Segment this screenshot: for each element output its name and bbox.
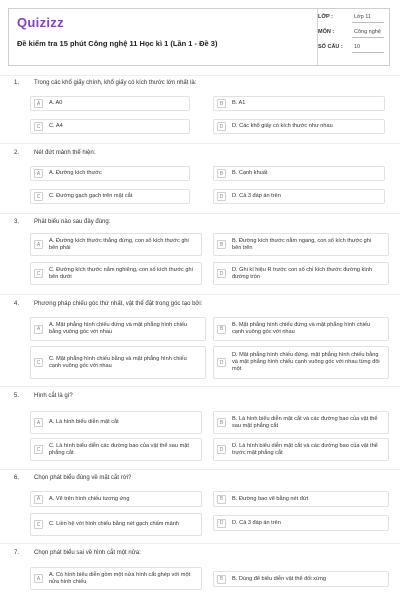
option-text: C. A4 <box>49 123 63 129</box>
option-letter-box: C <box>34 445 43 454</box>
option-text: B. Đường kích thước nằm ngang, con số kích thước ghi bên trên <box>232 237 372 251</box>
option-text: D. Cả 3 đáp án trên <box>232 193 281 199</box>
meta-count-value: 10 <box>354 44 361 50</box>
meta-subject-label: MÔN : <box>318 29 335 35</box>
option-letter-box: D <box>217 519 226 528</box>
option-text: A. Có hình biểu diễn gồm một nửa hình cắt ghép với một nửa hình chiếu <box>49 571 191 585</box>
option-letter-box: D <box>217 192 226 201</box>
option-text: D. Là hình biểu diễn mặt cắt và các đường bao của vật thể trước mặt phẳng cắt <box>232 442 378 456</box>
option-text: D. Các khổ giấy có kích thước như nhau <box>232 123 333 129</box>
meta-count-label: SỐ CÂU : <box>318 44 343 50</box>
answer-option-c[interactable] <box>30 189 190 204</box>
answer-option-c[interactable] <box>30 119 190 134</box>
option-letter-box: D <box>217 358 226 367</box>
answer-option-b[interactable] <box>213 96 385 111</box>
option-letter-box: C <box>34 122 43 131</box>
question-number: 3. <box>14 219 20 225</box>
option-text: A. Mặt phẳng hình chiếu đứng và mặt phẳng hình chiếu bằng vuông góc với nhau <box>49 322 188 335</box>
answer-option-a[interactable] <box>30 96 190 111</box>
answer-option-c[interactable] <box>30 346 206 379</box>
option-letter-box: A <box>34 418 43 427</box>
meta-underline <box>352 52 384 53</box>
option-text: A. Đường kích thước thẳng đứng, con số kích thước ghi bên phải <box>49 237 189 251</box>
option-letter-box: B <box>217 240 226 249</box>
option-text: A. Đường kích thước <box>49 170 102 176</box>
option-text: D. Mặt phẳng hình chiếu đứng, mặt phẳng hình chiếu bằng và mặt phẳng hình chiếu cạnh vuông góc với nhau từng đôi một <box>232 352 380 372</box>
option-letter-box: A <box>34 574 43 583</box>
answer-option-d[interactable] <box>213 515 389 531</box>
divider <box>0 543 400 544</box>
answer-option-c[interactable] <box>30 262 202 285</box>
option-letter-box: A <box>34 325 43 334</box>
question-text: Phương pháp chiếu góc thứ nhất, vật thể đặt trong góc tạo bởi: <box>34 301 203 307</box>
divider <box>0 386 400 387</box>
option-text: C. Mặt phẳng hình chiếu bằng và mặt phẳng hình chiếu cạnh vuông góc với nhau <box>49 355 187 369</box>
option-letter-box: B <box>217 169 226 178</box>
answer-option-a[interactable] <box>30 567 202 590</box>
answer-option-b[interactable] <box>213 166 385 181</box>
answer-option-a[interactable] <box>30 166 190 181</box>
option-letter-box: C <box>34 520 43 529</box>
meta-subject-value: Công nghệ <box>354 29 381 35</box>
question-text: Hình cắt là gì? <box>34 393 73 399</box>
question-number: 4. <box>14 301 20 307</box>
answer-option-a[interactable] <box>30 233 202 256</box>
question-number: 2. <box>14 150 20 156</box>
option-text: D. Cả 3 đáp án trên <box>232 519 281 526</box>
option-letter-box: B <box>217 325 226 334</box>
worksheet-title: Đề kiểm tra 15 phút Công nghệ 11 Học kì 1 (Lần 1 - Đề 3) <box>17 39 218 48</box>
divider <box>0 294 400 295</box>
option-text: D. Ghi kí hiệu R trước con số chỉ kích thước đường kính đường tròn <box>232 266 373 280</box>
option-text: C. Liền hệ với hình chiếu bằng nét gạch chấm mảnh <box>49 521 179 527</box>
answer-option-a[interactable] <box>30 491 202 507</box>
answer-option-b[interactable] <box>213 317 389 341</box>
option-letter-box: A <box>34 169 43 178</box>
option-text: B. Là hình biểu diễn mặt cắt và các đường bao của vật thể sau mặt phẳng cắt <box>232 415 378 429</box>
option-letter-box: C <box>34 269 43 278</box>
question-text: Chọn phát biểu đúng về mặt cắt rời? <box>34 475 132 481</box>
divider <box>0 213 400 214</box>
option-text: B. Dùng để biểu diễn vật thể đối xứng <box>232 575 326 582</box>
answer-option-d[interactable] <box>213 346 389 379</box>
divider <box>0 143 400 144</box>
option-letter-box: B <box>217 418 226 427</box>
option-letter-box: A <box>34 99 43 108</box>
divider <box>0 469 400 470</box>
answer-option-b[interactable] <box>213 233 389 256</box>
option-text: A. Vẽ trên hình chiếu tương ứng <box>49 495 130 502</box>
answer-option-d[interactable] <box>213 189 385 204</box>
option-text: B. Đường bao vẽ bằng nét đứt <box>232 495 309 502</box>
meta-class-label: LỚP : <box>318 14 333 20</box>
quizizz-logo: Quizizz <box>17 15 64 30</box>
question-text: Nét đứt mảnh thể hiện: <box>34 150 96 156</box>
answer-option-b[interactable] <box>213 571 389 587</box>
option-letter-box: B <box>217 495 226 504</box>
question-number: 1. <box>14 80 20 86</box>
option-text: B. A1 <box>232 100 246 106</box>
option-letter-box: D <box>217 445 226 454</box>
option-text: A. Là hình biểu diễn mặt cắt <box>49 419 119 425</box>
question-number: 7. <box>14 550 20 556</box>
question-text: Trong các khổ giấy chính, khổ giấy có kích thước lớn nhất là: <box>34 80 197 86</box>
meta-underline <box>352 37 384 38</box>
option-letter-box: A <box>34 495 43 504</box>
question-number: 6. <box>14 475 20 481</box>
answer-option-d[interactable] <box>213 119 385 134</box>
answer-option-d[interactable] <box>213 438 389 461</box>
answer-option-a[interactable] <box>30 317 206 341</box>
option-letter-box: C <box>34 192 43 201</box>
meta-underline <box>352 22 384 23</box>
option-letter-box: D <box>217 269 226 278</box>
option-letter-box: B <box>217 575 226 584</box>
answer-option-c[interactable] <box>30 513 202 536</box>
option-letter-box: B <box>217 99 226 108</box>
option-text: B. Cạnh khuất <box>232 170 268 176</box>
divider <box>0 75 400 76</box>
option-text: A. A0 <box>49 100 63 106</box>
option-text: C. Đường kích thước nằm nghiêng, con số kích thước ghi bên dưới <box>49 266 193 280</box>
answer-option-b[interactable] <box>213 411 389 434</box>
question-text: Chọn phát biểu sai về hình cắt một nửa: <box>34 550 141 556</box>
meta-class-value: Lớp 11 <box>354 14 371 20</box>
option-text: C. Đường gạch gạch trên mặt cắt <box>49 193 133 199</box>
answer-option-a[interactable] <box>30 411 202 434</box>
answer-option-c[interactable] <box>30 438 202 461</box>
option-text: C. Là hình biểu diễn các đường bao của vật thể sau mặt phẳng cắt <box>49 442 189 456</box>
question-number: 5. <box>14 393 20 399</box>
option-text: B. Mặt phẳng hình chiếu đứng và mặt phẳng hình chiếu cạnh vuông góc với nhau <box>232 322 371 335</box>
answer-option-d[interactable] <box>213 262 389 285</box>
question-text: Phát biểu nào sau đây đúng: <box>34 219 111 225</box>
option-letter-box: D <box>217 122 226 131</box>
option-letter-box: A <box>34 240 43 249</box>
answer-option-b[interactable] <box>213 491 389 507</box>
option-letter-box: C <box>34 358 43 367</box>
